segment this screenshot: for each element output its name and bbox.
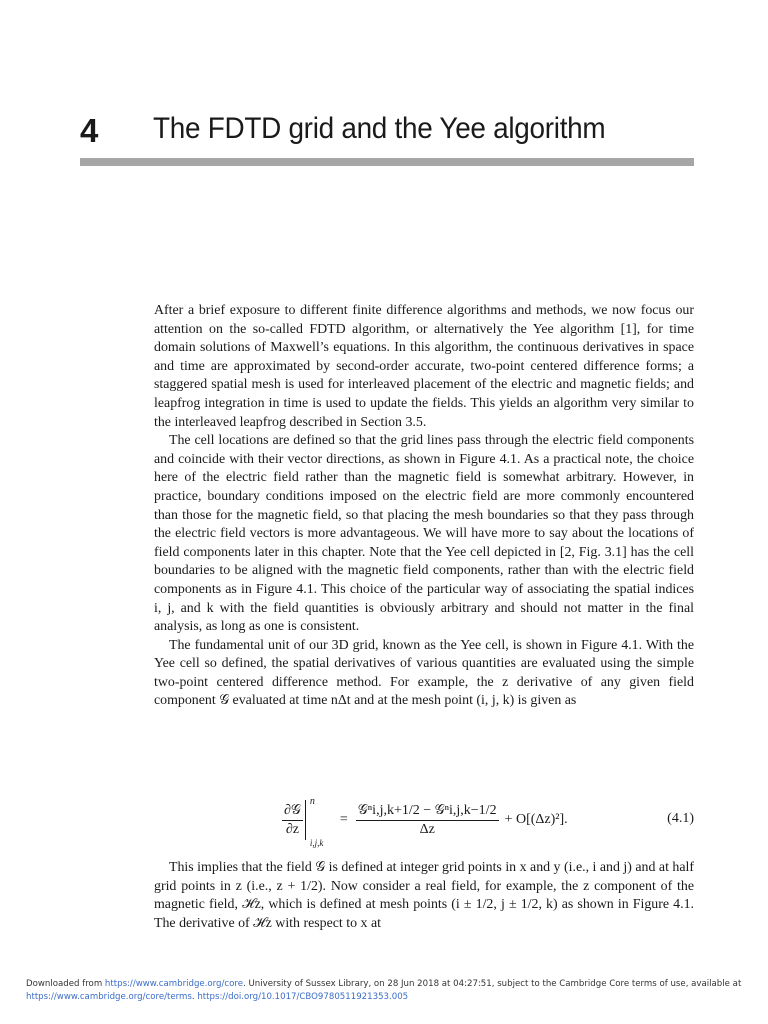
rhs-fraction: [356, 803, 499, 838]
eval-subscript: i,j,k: [309, 838, 324, 848]
chapter-title: The FDTD grid and the Yee algorithm: [153, 112, 606, 145]
body-text-continued: [154, 859, 694, 933]
lhs-fraction: [282, 803, 303, 838]
paragraph-2: The cell locations are defined so that the grid lines pass through the electric field components and coincide with their vector directions, as shown in Figure 4.1. As a practical note, the choice here of the electric field rather than the magnetic field is somewhat arbitrary. However, in practice, boundary conditions imposed on the electric field are more commonly encountered than those for the magnetic field, so that placing the mesh boundaries so that they pass through the electric field vectors is more advantageous. We will have more to say about the locations of field components later in this chapter. Note that the Yee cell depicted in [2, Fig. 3.1] has the cell boundaries to be aligned with the magnetic field components, rather than with the electric field components as in Figure 4.1. This choice of the particular way of associating the spatial indices i, j, and k with the field quantities is obviously arbitrary and should not matter in the final analysis, as long as one is consistent.: [154, 433, 694, 635]
equation-4-1: [154, 794, 694, 846]
lhs-numerator: ∂𝒢: [282, 803, 303, 821]
chapter-number: 4: [80, 112, 98, 149]
eval-superscript: n: [309, 796, 315, 807]
footer-link-terms[interactable]: https://www.cambridge.org/core/terms: [26, 992, 192, 1002]
evaluation-bar: [305, 796, 332, 848]
lhs-denominator: ∂z: [285, 821, 300, 837]
paragraph-4: This implies that the field 𝒢 is defined at integer grid points in x and y (i.e., i and j) and at half grid points in z (i.e., z + 1/2). Now consider a real field, for example, the z component of the magnetic field, ℋz, which is defined at mesh points (i ± 1/2, j ± 1/2, k) as shown in Figure 4.1. The derivative of ℋz with respect to x at: [154, 860, 694, 931]
rhs-denominator: Δz: [419, 821, 435, 837]
equals-sign: =: [339, 812, 348, 827]
equation-body: [282, 794, 568, 846]
error-term: + O[(Δz)²].: [504, 812, 568, 827]
footer-separator: .: [191, 992, 198, 1002]
paragraph-3: The fundamental unit of our 3D grid, known as the Yee cell, is shown in Figure 4.1. With the Yee cell so defined, the spatial derivatives of various quantities are evaluated using the simple two-point centered difference method. For example, the z derivative of any given field component 𝒢 evaluated at time nΔt and at the mesh point (i, j, k) is given as: [154, 637, 694, 709]
footer-middle: . University of Sussex Library, on 28 Jun 2018 at 04:27:51, subject to the Cambridge Core terms of use, available at: [243, 979, 742, 989]
chapter-heading: [80, 112, 694, 166]
footer-link-doi[interactable]: https://doi.org/10.1017/CBO9780511921353.005: [197, 992, 409, 1002]
download-footer: [26, 978, 756, 1004]
chapter-rule: [80, 158, 694, 166]
equation-label: (4.1): [667, 811, 694, 826]
body-text: [154, 302, 694, 711]
footer-prefix: Downloaded from: [26, 979, 105, 989]
paragraph-1: After a brief exposure to different finite difference algorithms and methods, we now focus our attention on the so-called FDTD algorithm, or alternatively the Yee algorithm [1], for time domain solutions of Maxwell’s equations. In this algorithm, the continuous derivatives in space and time are approximated by second-order accurate, two-point centered difference forms; a staggered spatial mesh is used for interleaved placement of the electric and magnetic fields; and leapfrog integration in time is used to update the fields. This yields an algorithm very similar to the interleaved leapfrog described in Section 3.5.: [154, 303, 694, 430]
footer-link-core[interactable]: https://www.cambridge.org/core: [104, 979, 244, 989]
rhs-numerator: 𝒢ⁿi,j,k+1/2 − 𝒢ⁿi,j,k−1/2: [356, 803, 499, 821]
